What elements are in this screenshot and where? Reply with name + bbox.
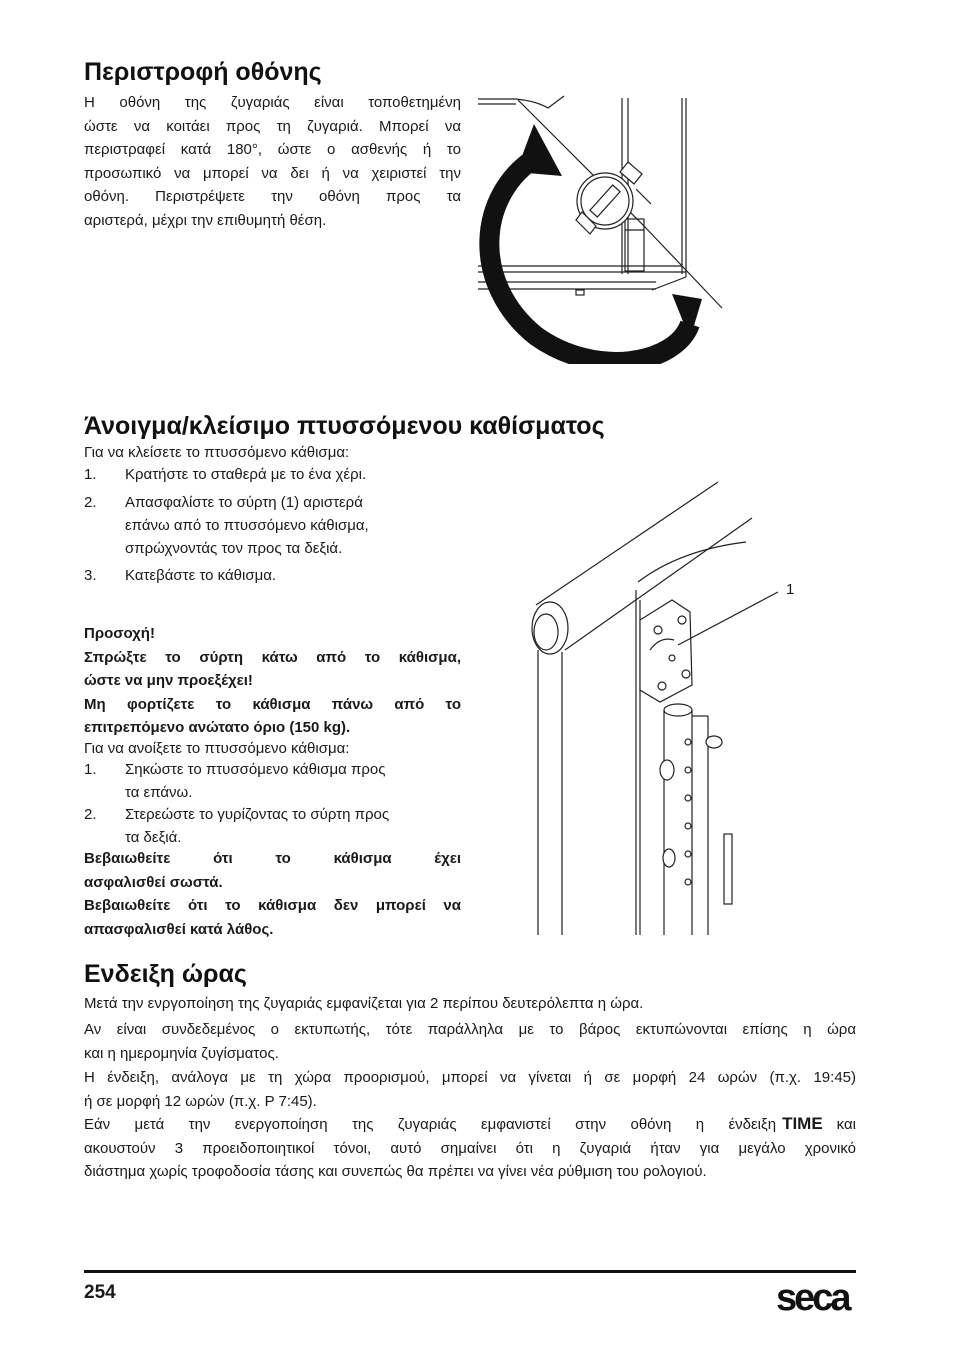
close-step-3 [84, 564, 464, 587]
verify-line: Βεβαιωθείτε ότι το κάθισμα έχει [84, 850, 461, 867]
text-line: οθόνη. Περιστρέψετε την οθόνη προς τα [84, 188, 461, 205]
caution-line: επιτρεπόμενο ανώτατο όριο (150 kg). [84, 719, 351, 736]
time-keyword: TIME [782, 1114, 823, 1133]
text-line [84, 1112, 856, 1137]
step-number: 1. [84, 761, 97, 778]
step-number: 2. [84, 494, 97, 511]
time-paragraph-1: Μετά την ενργοποίηση της ζυγαριάς εμφανίζεται για 2 περίπου δευτερόλεπτα η ώρα. [84, 995, 644, 1012]
text-line: ώστε να κοιτάει προς τη ζυγαριά. Μπορεί να [84, 117, 461, 135]
callout-label: 1 [786, 581, 795, 598]
text-line: διάστημα χωρίς τροφοδοσία τάσης και συνεπώς θα πρέπει να γίνει νέα ρύθμιση του ρολογιού. [84, 1163, 707, 1180]
verify-line: ασφαλισθεί σωστά. [84, 873, 223, 891]
close-step-1 [84, 463, 464, 486]
caution-line: Σπρώξτε το σύρτη κάτω από το κάθισμα, [84, 648, 461, 666]
step-text: τα δεξιά. [125, 829, 182, 846]
step-text: Στερεώστε το γυρίζοντας το σύρτη προς [125, 806, 390, 823]
step-text: Απασφαλίστε το σύρτη (1) αριστερά [125, 494, 363, 511]
open-intro: Για να ανοίξετε το πτυσσόμενο κάθισμα: [84, 740, 350, 757]
section-heading-display-rotation: Περιστροφή οθόνης [84, 58, 322, 86]
text-line: Η ένδειξη, ανάλογα με τη χώρα προορισμού, μπορεί να γίνεται ή σε μορφή 24 ωρών (π.χ. 19:45) [84, 1069, 856, 1086]
text-line: Η οθόνη της ζυγαριάς είναι τοποθετημένη [84, 94, 461, 111]
page-number: 254 [84, 1282, 116, 1303]
step-text: Σηκώστε το πτυσσόμενο κάθισμα προς [125, 761, 386, 778]
section-heading-time-display: Ενδειξη ώρας [84, 960, 247, 988]
footer-divider [84, 1270, 856, 1273]
text-segment: και [836, 1116, 856, 1133]
text-line: αριστερά, μέχρι την επιθυμητή θέση. [84, 211, 327, 229]
close-intro: Για να κλείσετε το πτυσσόμενο κάθισμα: [84, 444, 350, 461]
step-number: 1. [84, 466, 97, 483]
text-line: και η ημερομηνία ζυγίσματος. [84, 1044, 279, 1062]
verify-block [84, 847, 461, 941]
text-segment: Εάν μετά την ενεργοποίηση της ζυγαριάς εμφανιστεί στην οθόνη η ένδειξη [84, 1116, 777, 1133]
caution-line: ώστε να μην προεξέχει! [84, 672, 253, 689]
step-text: σπρώχνοντάς τον προς τα δεξιά. [125, 540, 343, 557]
time-paragraph-4 [84, 1112, 856, 1184]
folding-seat-illustration [520, 480, 810, 935]
text-line: προσωπικό να μπορεί να δει ή να χειριστεί την [84, 164, 461, 182]
caution-line: Μη φορτίζετε το κάθισμα πάνω από το [84, 695, 461, 713]
caution-title: Προσοχή! [84, 625, 155, 642]
step-text: τα επάνω. [125, 784, 193, 801]
display-rotation-text [84, 91, 461, 232]
text-line: περιστραφεί κατά 180°, ώστε ο ασθενής ή το [84, 141, 461, 158]
text-line: ακουστούν 3 προειδοποιητικοί τόνοι, αυτό σημαίνει ότι η ζυγαριά ήταν για μεγάλο χρονικό [84, 1139, 856, 1157]
step-text: Κρατήστε το σταθερά με το ένα χέρι. [125, 466, 367, 483]
step-text: επάνω από το πτυσσόμενο κάθισμα, [125, 517, 369, 534]
text-line: ή σε μορφή 12 ωρών (π.χ. P 7:45). [84, 1092, 317, 1110]
verify-line: Βεβαιωθείτε ότι το κάθισμα δεν μπορεί να [84, 897, 461, 914]
close-step-2 [84, 491, 464, 561]
time-paragraph-3 [84, 1066, 856, 1113]
step-number: 2. [84, 806, 97, 823]
section-heading-folding-seat: Άνοιγμα/κλείσιμο πτυσσόμενου καθίσματος [84, 412, 605, 440]
time-paragraph-2 [84, 1018, 856, 1065]
open-step-1 [84, 758, 464, 804]
caution-block [84, 622, 461, 740]
seca-logo: seca [776, 1277, 849, 1319]
step-text: Κατεβάστε το κάθισμα. [125, 567, 277, 584]
verify-line: απασφαλισθεί κατά λάθος. [84, 920, 274, 938]
step-number: 3. [84, 567, 97, 584]
open-step-2 [84, 803, 464, 849]
text-line: Αν είναι συνδεδεμένος ο εκτυπωτής, τότε παράλληλα με το βάρος εκτυπώνονται επίσης η ώρα [84, 1021, 856, 1038]
display-rotation-illustration [476, 94, 726, 364]
